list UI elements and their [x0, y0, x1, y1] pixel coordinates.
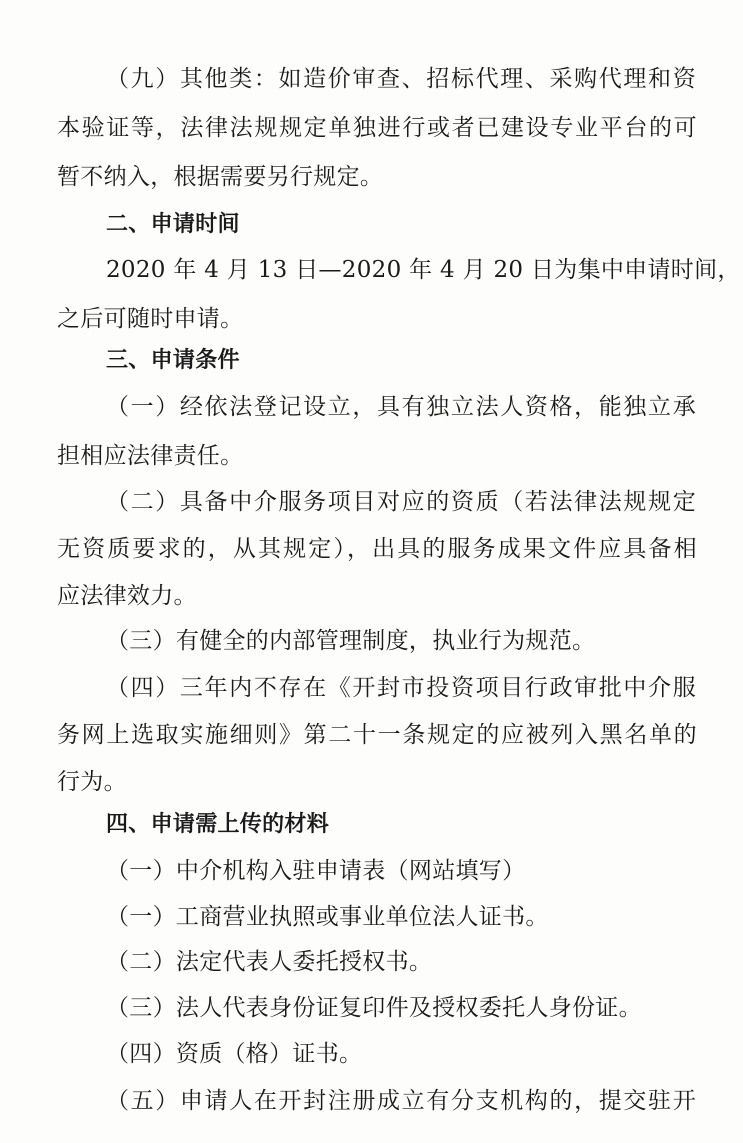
- list-item: （一）中介机构入驻申请表（网站填写）: [106, 858, 526, 884]
- paragraph-line: 本验证等，法律法规规定单独进行或者已建设专业平台的可: [57, 115, 697, 141]
- paragraph-line: （一）经依法登记设立，具有独立法人资格，能独立承: [106, 394, 696, 420]
- section-heading: 二、申请时间: [106, 212, 240, 237]
- paragraph-line: 无资质要求的，从其规定），出具的服务成果文件应具备相: [57, 536, 697, 562]
- paragraph-line: （九）其他类：如造价审查、招标代理、采购代理和资: [106, 66, 696, 92]
- paragraph-line: 行为。: [57, 769, 127, 795]
- paragraph-line: 暂不纳入，根据需要另行规定。: [57, 164, 384, 190]
- list-item: （一）工商营业执照或事业单位法人证书。: [106, 904, 549, 930]
- paragraph-line: 2020 年 4 月 13 日—2020 年 4 月 20 日为集中申请时间，: [106, 257, 741, 283]
- paragraph-line: 之后可随时申请。: [57, 306, 244, 332]
- list-item: （四）资质（格）证书。: [106, 1041, 363, 1067]
- list-item: （三）法人代表身份证复印件及授权委托人身份证。: [106, 995, 642, 1021]
- list-item: （五）申请人在开封注册成立有分支机构的，提交驻开: [106, 1088, 696, 1114]
- paragraph-line: （四）三年内不存在《开封市投资项目行政审批中介服: [106, 675, 696, 701]
- paragraph-line: （二）具备中介服务项目对应的资质（若法律法规规定: [106, 489, 696, 515]
- list-item: （二）法定代表人委托授权书。: [106, 949, 433, 975]
- section-heading: 三、申请条件: [106, 348, 240, 373]
- paragraph-line: （三）有健全的内部管理制度，执业行为规范。: [106, 628, 596, 654]
- paragraph-line: 务网上选取实施细则》第二十一条规定的应被列入黑名单的: [57, 722, 697, 748]
- paragraph-line: 应法律效力。: [57, 583, 197, 609]
- section-heading: 四、申请需上传的材料: [106, 812, 330, 837]
- paragraph-line: 担相应法律责任。: [57, 443, 244, 469]
